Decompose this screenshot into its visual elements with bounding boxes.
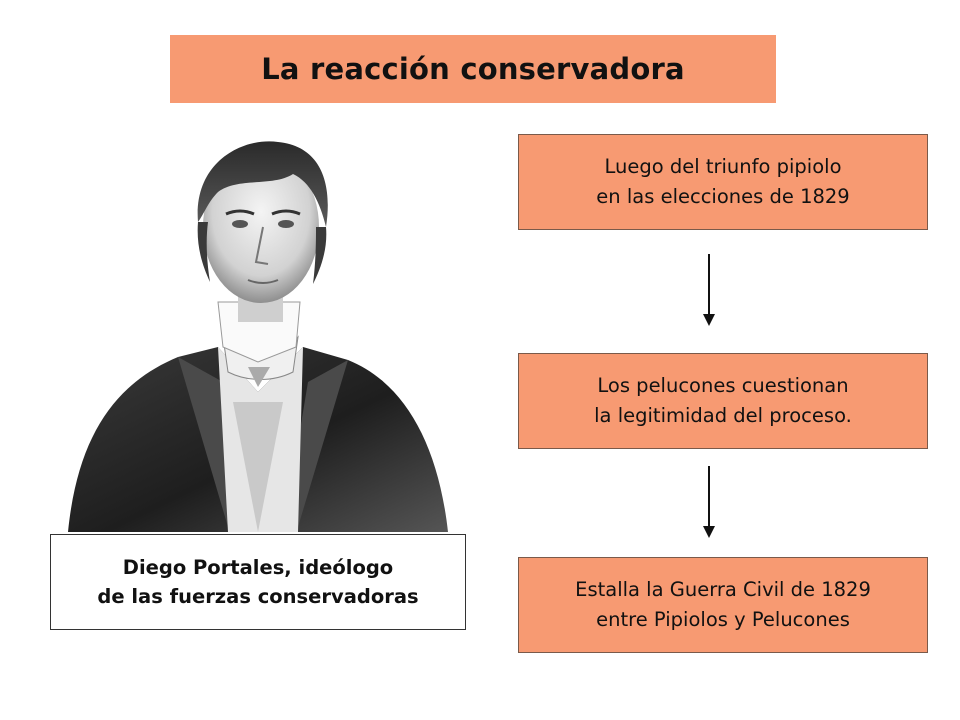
flow-step-1 — [518, 134, 928, 230]
down-arrow-icon — [699, 254, 719, 326]
down-arrow-icon — [699, 466, 719, 538]
flow-step-2-text: Los pelucones cuestionan la legitimidad del proceso. — [594, 374, 852, 427]
flow-step-3 — [518, 557, 928, 653]
title-box — [170, 35, 776, 103]
slide-title: La reacción conservadora — [261, 52, 685, 86]
portrait-caption-box — [50, 534, 466, 630]
portrait-caption: Diego Portales, ideólogo de las fuerzas conservadoras — [97, 556, 419, 608]
flow-step-3-text: Estalla la Guerra Civil de 1829 entre Pipiolos y Pelucones — [575, 578, 871, 631]
flow-step-1-text: Luego del triunfo pipiolo en las elecciones de 1829 — [596, 155, 850, 208]
engraved-portrait-icon — [58, 132, 458, 532]
flow-step-2 — [518, 353, 928, 449]
portrait-image — [58, 132, 458, 532]
